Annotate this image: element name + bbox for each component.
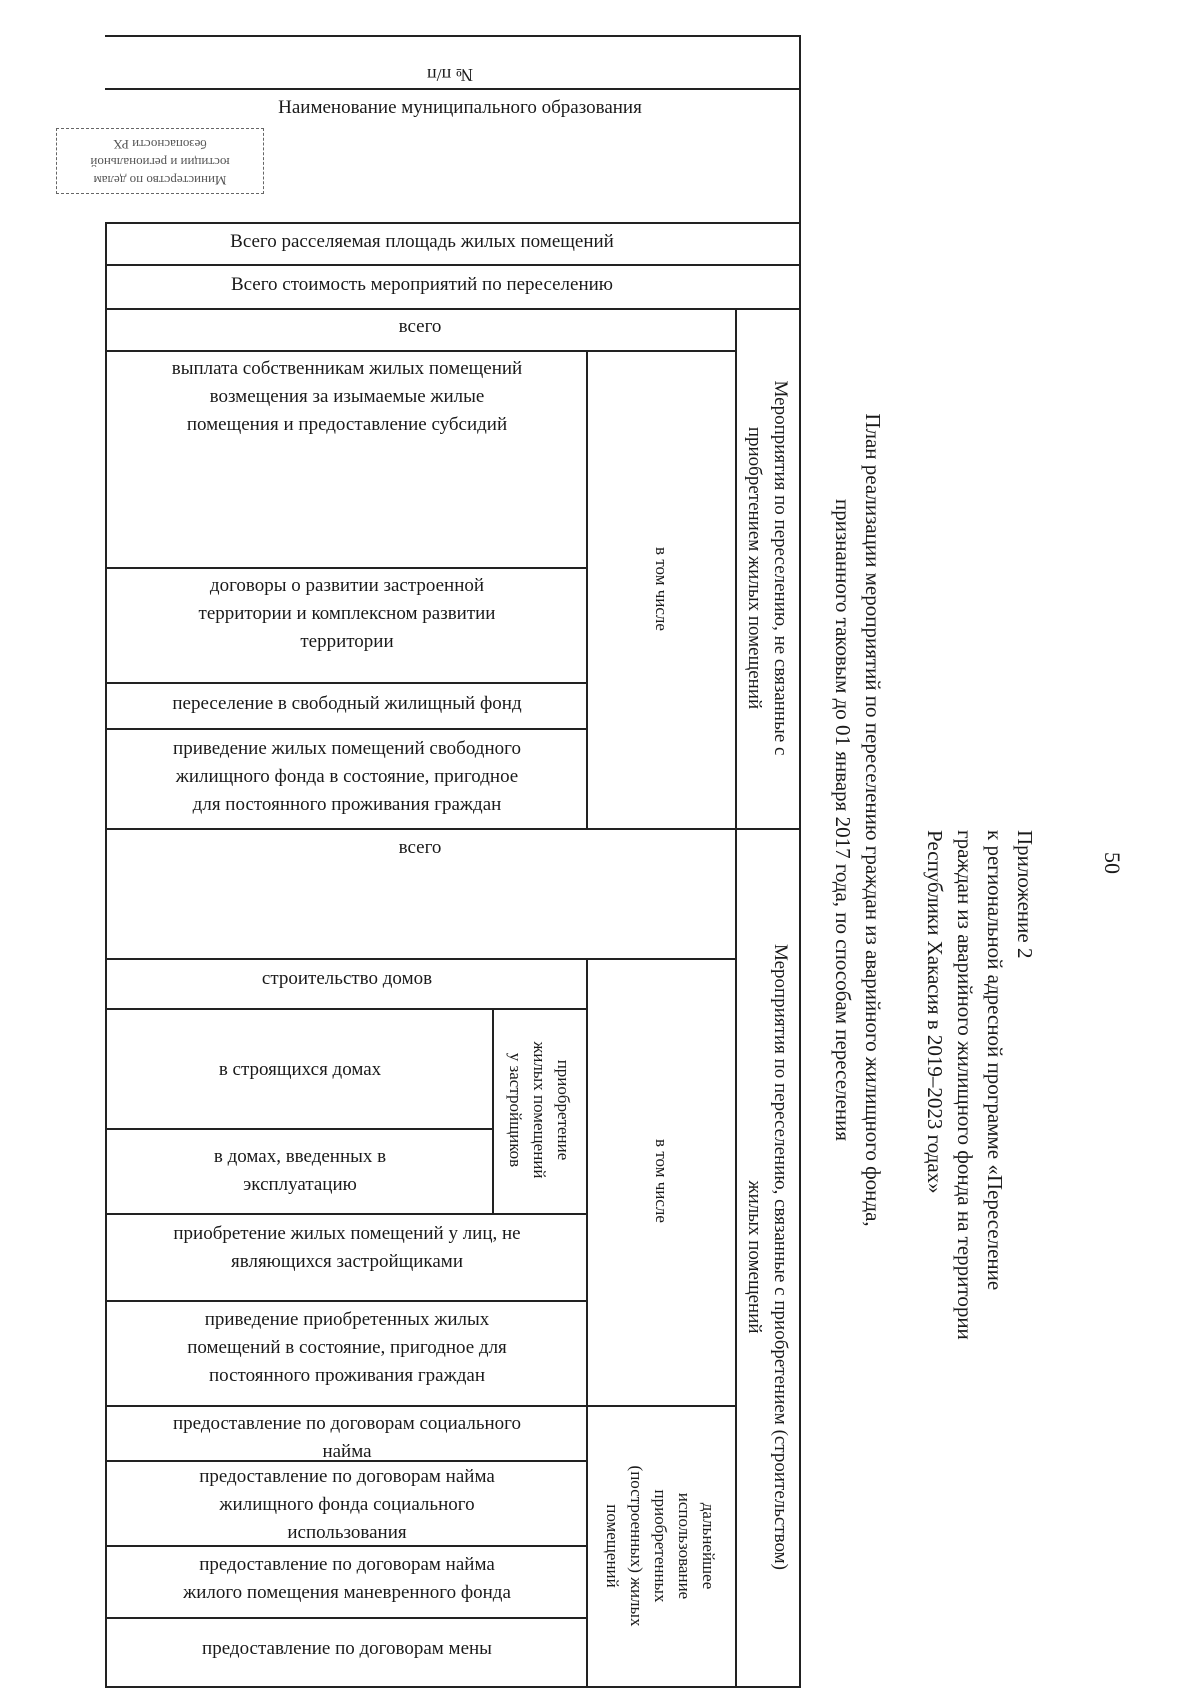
group1-total: [110, 313, 730, 341]
column-divider-including-2: [586, 958, 588, 1687]
column-number-label: № п/п: [427, 65, 473, 85]
construction-cell: [112, 965, 582, 993]
social-use-lease-line2: жилищного фонда социального: [219, 1494, 475, 1515]
group1-header: [741, 308, 793, 828]
further-use-line3: приобретенных: [651, 1489, 670, 1603]
appendix-header: [920, 830, 1040, 1390]
row-divider-municipality: [105, 222, 801, 224]
stamp-line3: безопасности РХ: [113, 137, 207, 152]
social-use-lease-cell: [112, 1463, 582, 1547]
further-use-line1: дальнейшее: [699, 1502, 718, 1590]
free-fund-repair-line2: жилищного фонда в состояние, пригодное: [175, 766, 519, 787]
further-use-line2: использование: [675, 1492, 694, 1600]
group1-total-label: всего: [398, 316, 442, 337]
social-lease-line2: найма: [322, 1441, 372, 1462]
social-lease-cell: [112, 1410, 582, 1466]
table-border-right: [799, 35, 801, 1687]
table-border-top: [105, 35, 801, 37]
column-total-area: [110, 228, 734, 256]
column-municipality: [150, 94, 770, 122]
row-divider-number: [105, 88, 801, 90]
row-divider-cost: [105, 308, 801, 310]
commissioned-line2: эксплуатацию: [243, 1174, 357, 1195]
stamp-line2: юстиции и региональной: [90, 155, 230, 170]
row-divider-group1-end: [105, 828, 801, 830]
table-border-left: [105, 222, 107, 1687]
acquired-repair-cell: [112, 1306, 582, 1390]
payment-line1: выплата собственникам жилых помещений: [171, 358, 523, 379]
group2-including: [647, 1081, 673, 1281]
column-total-cost-label: Всего стоимость мероприятий по переселению: [230, 274, 614, 295]
maneuver-lease-line1: предоставление по договорам найма: [199, 1554, 495, 1575]
group1-including: [647, 489, 673, 689]
further-use-group: [600, 1406, 720, 1686]
acquired-repair-line2: помещений в состояние, пригодное для: [187, 1337, 507, 1358]
under-construction-cell: [112, 1056, 488, 1084]
maneuver-lease-line2: жилого помещения маневренного фонда: [183, 1582, 511, 1603]
appendix-line2: к региональной адресной программе «Переселение: [983, 830, 1007, 1291]
developers-group: [503, 1010, 575, 1210]
group2-header: [741, 827, 793, 1687]
under-construction-label: в строящихся домах: [218, 1059, 382, 1080]
column-total-area-label: Всего расселяемая площадь жилых помещений: [230, 231, 614, 252]
column-divider-developers: [492, 1008, 494, 1214]
appendix-line1: Приложение 2: [1013, 830, 1037, 959]
maneuver-lease-cell: [112, 1551, 582, 1607]
row-divider-group1-total: [105, 350, 737, 352]
row-divider-area: [105, 264, 801, 266]
official-stamp: [56, 128, 264, 194]
developers-line2: жилых помещений: [530, 1041, 549, 1179]
group1-header-line1: Мероприятия по переселению, не связанные с: [770, 380, 791, 756]
non-developers-line2: являющихся застройщиками: [231, 1251, 463, 1272]
free-fund-repair-line1: приведение жилых помещений свободного: [173, 738, 521, 759]
free-fund-repair-line3: для постоянного проживания граждан: [192, 794, 502, 815]
stamp-line1: Министерство по делам: [93, 173, 227, 188]
table-border-bottom: [105, 1686, 801, 1688]
group2-including-label: в том числе: [652, 1139, 671, 1223]
development-line3: территории: [300, 631, 394, 652]
page-number: 50: [1100, 852, 1125, 874]
social-use-lease-line1: предоставление по договорам найма: [199, 1466, 495, 1487]
further-use-line5: помещений: [603, 1504, 622, 1588]
free-fund-label: переселение в свободный жилищный фонд: [172, 693, 522, 714]
column-number: [420, 40, 480, 86]
document-title-line1: План реализации мероприятий по переселению граждан из аварийного жилищного фонда,: [861, 413, 885, 1227]
appendix-line3: граждан из аварийного жилищного фонда на территории: [953, 830, 977, 1340]
group2-header-line2: жилых помещений: [744, 1180, 765, 1334]
group1-header-line2: приобретением жилых помещений: [744, 426, 765, 710]
non-developers-cell: [112, 1220, 582, 1276]
acquired-repair-line3: постоянного проживания граждан: [208, 1365, 485, 1386]
developers-line3: у застройщиков: [506, 1052, 525, 1168]
development-line2: территории и комплексном развитии: [198, 603, 496, 624]
row-divider-free-fund: [105, 728, 587, 730]
group2-header-line1: Мероприятия по переселению, связанные с приобретением (строительством): [770, 943, 791, 1570]
further-use-line4: (построенных) жилых: [627, 1465, 646, 1627]
non-developers-line1: приобретение жилых помещений у лиц, не: [173, 1223, 521, 1244]
payment-cell: [112, 355, 582, 439]
acquired-repair-line1: приведение приобретенных жилых: [204, 1309, 490, 1330]
exchange-label: предоставление по договорам мены: [202, 1638, 492, 1659]
row-divider-payment: [105, 567, 587, 569]
row-divider-under-construction: [105, 1128, 493, 1130]
commissioned-line1: в домах, введенных в: [213, 1146, 387, 1167]
document-title-line2: признанного таковым до 01 января 2017 года, по способам переселения: [831, 499, 855, 1141]
social-use-lease-line3: использования: [287, 1522, 407, 1543]
column-divider-including-1: [586, 350, 588, 829]
social-lease-line1: предоставление по договорам социального: [172, 1413, 521, 1434]
commissioned-cell: [112, 1143, 488, 1199]
free-fund-repair-cell: [112, 735, 582, 819]
row-divider-non-developers: [105, 1300, 587, 1302]
row-divider-maneuver-lease: [105, 1617, 587, 1619]
document-title: [828, 320, 888, 1320]
column-municipality-label: Наименование муниципального образования: [278, 97, 642, 118]
exchange-cell: [112, 1635, 582, 1663]
development-cell: [112, 572, 582, 656]
group1-including-label: в том числе: [652, 547, 671, 631]
column-total-cost: [110, 271, 734, 299]
column-divider-group-headers: [735, 308, 737, 1687]
construction-label: строительство домов: [261, 968, 433, 989]
development-line1: договоры о развитии застроенной: [209, 575, 485, 596]
appendix-line4: Республики Хакасия в 2019–2023 годах»: [923, 830, 947, 1194]
group2-total: [110, 834, 730, 862]
row-divider-group2-total: [105, 958, 737, 960]
row-divider-commissioned: [105, 1213, 587, 1215]
free-fund-cell: [112, 690, 582, 718]
group2-total-label: всего: [398, 837, 442, 858]
payment-line3: помещения и предоставление субсидий: [186, 414, 508, 435]
row-divider-development: [105, 682, 587, 684]
payment-line2: возмещения за изымаемые жилые: [209, 386, 485, 407]
developers-line1: приобретение: [554, 1059, 573, 1161]
